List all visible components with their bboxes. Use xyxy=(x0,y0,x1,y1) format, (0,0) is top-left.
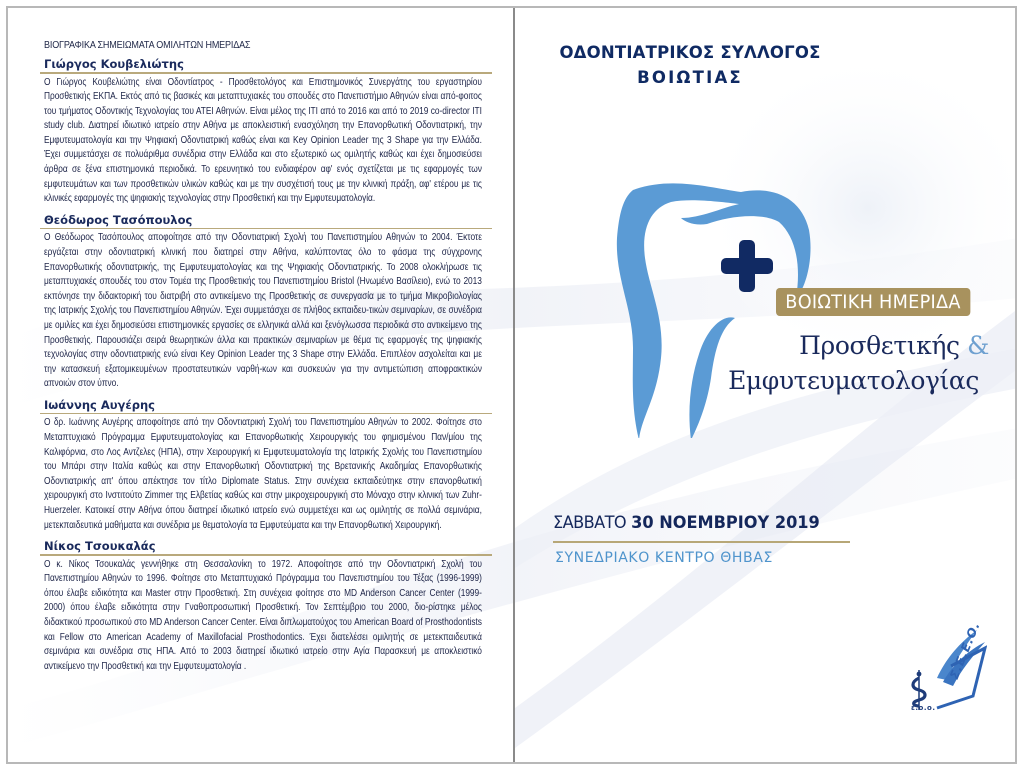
title-ampersand: & xyxy=(967,331,989,360)
event-cover-panel xyxy=(515,8,1017,764)
event-badge: ΒΟΙΩΤΙΚΗ ΗΜΕΡΙΔΑ xyxy=(776,288,970,316)
event-title-line-1 xyxy=(799,331,989,360)
speaker-name: Νίκος Τσουκαλάς xyxy=(44,539,156,554)
bio-kouveliotis xyxy=(40,57,490,207)
event-day: ΣΑΒΒΑΤΟ xyxy=(553,513,627,533)
bio-avgeris xyxy=(40,398,490,533)
organization-name xyxy=(549,40,831,90)
logo-text-eoo: ε.ο.ο. xyxy=(911,704,936,712)
bio-tasopoulos xyxy=(40,213,490,392)
logo-text-seeo: Σ.Ε.Ε.Ο. xyxy=(947,619,983,682)
name-underline xyxy=(40,72,492,74)
event-title-line-2: Εμφυτευματολογίας xyxy=(728,366,979,395)
event-date xyxy=(553,513,820,533)
org-line-1: ΟΔΟΝΤΙΑΤΡΙΚΟΣ ΣΥΛΛΟΓΟΣ xyxy=(559,43,821,62)
name-underline xyxy=(40,228,492,230)
speaker-name: Θεόδωρος Τασόπουλος xyxy=(44,212,193,227)
speaker-name: Ιωάννης Αυγέρης xyxy=(44,397,155,412)
name-underline xyxy=(40,554,492,556)
name-underline xyxy=(40,413,492,415)
bio-tsoukalas xyxy=(40,539,490,674)
event-venue: ΣΥΝΕΔΡΙΑΚΟ ΚΕΝΤΡΟ ΘΗΒΑΣ xyxy=(555,550,773,566)
speaker-bio-text: Ο δρ. Ιωάννης Αυγέρης αποφοίτησε από την Οδοντιατρική Σχολή του Πανεπιστημίου Αθηνών το 2002. Φοίτησε στο Μεταπτυχιακό Πρόγραμμα Εμφυτευματολογίας και Επανορθωτικής Χειρουργικής του φημισμένου Παν/μίου της Καλιφόρνια, στο Λος Αντζελες (ΗΠΑ), στην Χειρουργική κι Εμφυτευματολογία της Ιατρικής Σχολής του Πανεπιστημίου του Μπάρι στην Ιταλία καθώς και στην Επανορθωτική Οδοντιατρική της Βρετανικής Ακαδημίας Επανορθωτικής Οδοντιατρικής απ' όπου απέκτησε τον τίτλο Diplomate Status. Στην συνέχεια εκπαιδεύτηκε στην επανορθωτική χειρουργική στο Ινστιτούτο Zimmer της Ελβετίας καθώς και στην μικροχειρουργική στο Μόναχο στην κλινική των Zuhr-Huerzeler. Κατοικεί στην Αθήνα όπου διατηρεί ιδιωτικό ιατρείο ενώ συμμετέχει και ως ομιλητής σε πολλά σεμινάρια, μετεκπαιδευτικά μαθήματα και συνέδρια με θεματολογία τα Εμφυτεύματα και την Επανορθωτική Χειρουργική. xyxy=(44,417,482,531)
title-word-prosthetics: Προσθετικής xyxy=(799,331,960,360)
brochure-sheet xyxy=(6,6,1017,764)
bios-header: ΒΙΟΓΡΑΦΙΚΑ ΣΗΜΕΙΩΜΑΤΑ ΟΜΙΛΗΤΩΝ ΗΜΕΡΙΔΑΣ xyxy=(44,39,251,51)
speaker-bio-text: Ο κ. Νίκος Τσουκαλάς γεννήθηκε στη Θεσσαλονίκη το 1972. Αποφοίτησε από την Οδοντιατρική Σχολή του Πανεπιστημίου Αθηνών το 1996. Φοίτησε στο Μεταπτυχιακό Πρόγραμμα του Πανεπιστημίου του Τέξας (1996-1999) όπου έλαβε ειδικότητα και Master στην Προσθετική. Στη συνέχεια φοίτησε στο MD Anderson Cancer Center (1999-2000) όπου έλαβε ειδικότητα στην Γναθοπροσωπική Προσθετική. Τον Σεπτέμβριο του 2000, διο-ρίστηκε μέλος διδακτικού προσωπικού στο MD Anderson Cancer Center. Είναι διπλωματούχος του American Board of Prosthodontists και Fellow στο American Academy of Maxillofacial Prosthodontics. Έχει διατελέσει ομιλητής σε μετεκπαιδευτικά σεμινάρια και συνέδρια στις ΗΠΑ. Από το 2003 διατηρεί ιδιωτικό ιατρείο στην Αγία Παρασκευή με αποκλειστικό αντικείμενο την Προσθετική και την Εμφυτευματολογία . xyxy=(44,558,482,672)
date-underline xyxy=(553,541,850,543)
speaker-bio-text: Ο Γιώργος Κουβελιώτης είναι Οδοντίατρος - Προσθετολόγος και Επιστημονικός Συνεργάτης του εργαστηρίου Προσθετικής ΕΚΠΑ. Εκτός από τις βασικές και μεταπτυχιακές του σπουδές στο Πανεπιστήμιο Αθηνών είναι από-φοιτος του τμήματος Οδοντικής Τεχνολογίας του ΑΤΕΙ Αθηνών. Είναι μέλος της ITI από το 2016 και από το 2019 co-director ITI study club. Διατηρεί ιδιωτικό ιατρείο στην Αθήνα με αποκλειστική ενασχόληση την Επανορθωτική Οδοντιατρική, την Εμφυτευματολογία και την Ψηφιακή Οδοντιατρική καθώς είναι και Key Opinion Leader της 3 Shape για την Ελλάδα. Έχει συμμετάσχει σε πολυάριθμα συνέδρια στην Ελλάδα και στο εξωτερικό ως ομιλητής καθώς και έχει δημοσιεύσει άρθρα σε ξένα επιστημονικά περιοδικά. Το ερευνητικό του ενδιαφέρον αφ' ενός σχετίζεται με τις εφαρμογές των εμφυτευμάτων και των προσθετικών υλικών καθώς και με την συσχέτισή τους με την κλινική πράξη, αφ' ετέρου με τις κλινικές εφαρμογές της ψηφιακής τεχνολογίας στην Προσθετική και την Εμφυτευματολογία. xyxy=(44,76,482,205)
org-line-2: ΒΟΙΩΤΙΑΣ xyxy=(637,68,743,87)
speaker-bio-text: Ο Θεόδωρος Τασόπουλος αποφοίτησε από την Οδοντιατρική Σχολή του Πανεπιστημίου Αθηνών το 2004. Έκτοτε εργάζεται στην οδοντιατρική κλινική που διατηρεί στην Αθήνα, καλύπτοντας όλο το φάσμα της σύγχρονης Επανορθωτικής οδοντιατρικής, της Εμφυτευματολογίας και της Ψηφιακής Οδοντιατρικής. Το 2008 ολοκλήρωσε τις μεταπτυχιακές σπουδές του στον Τομέα της Προσθετικής του Πανεπιστημίου Bristol (Ηνωμένο Βασίλειο), ενώ το 2013 εκπόνησε την διδακτορική του διατριβή στο αντικείμενο της Προσθετικής σε συνεργασία με το τμήμα Μικροβιολογίας της Ιατρικής Σχολής του Πανεπιστημίου Αθηνών. Έχει συμμετάσχει σε πλήθος εκπαιδευ-τικών σεμιναρίων, σε συνέδρια με ομιλίες και έχει δημοσιεύσει επιστημονικές εργασίες σε ελληνικά αλλά και ξενόγλωσσα περιοδικά στο αντικείμενο της Προσθετικής. Παρουσιάζει σειρά θεωρητικών άλλα και πρακτικών σεμιναρίων με θέμα τις εφαρμογές της ψηφιακής τεχνολογίας στην οδοντιατρικής ενώ είναι Key Opinion Leader της 3 Shape στην Ελλάδα. Επιπλέον ασχολείται και με την κατασκευή εξατομικευμένων προστατευτικών ναρθή-κων και συσκευών για την αντιμετώπιση αποφρακτικών απνοιών στον ύπνο. xyxy=(44,232,482,390)
event-date-value: 30 ΝΟΕΜΒΡΙΟΥ 2019 xyxy=(631,513,820,533)
speaker-bios-panel xyxy=(40,36,490,674)
plus-icon xyxy=(721,240,773,292)
speaker-name: Γιώργος Κουβελιώτης xyxy=(44,57,184,71)
